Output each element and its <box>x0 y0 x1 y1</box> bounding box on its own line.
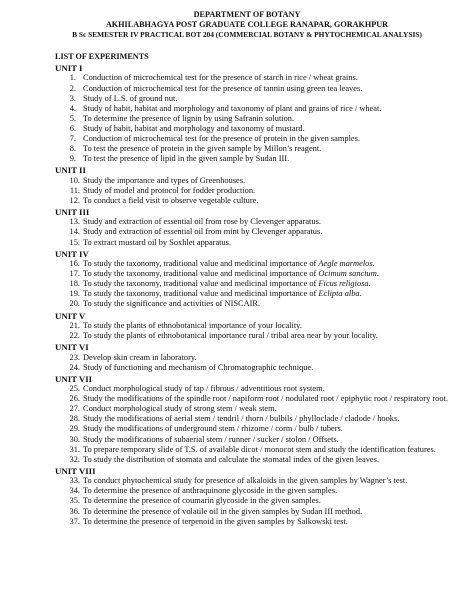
experiment-item <box>55 404 454 414</box>
course-title: B Sc SEMESTER IV PRACTICAL BOT 204 (COMMERCIAL BOTANY & PHYTOCHEMICAL ANALYSIS) <box>72 30 422 39</box>
document-header <box>35 10 459 40</box>
experiment-description: To determine the presence of coumarin glycoside in the given samples. <box>83 496 321 506</box>
experiment-number: 3. <box>69 93 76 103</box>
experiment-item <box>55 394 454 404</box>
experiment-text <box>83 269 454 279</box>
experiment-number: 2. <box>69 83 76 93</box>
experiment-item <box>55 269 454 279</box>
unit-heading: UNIT II <box>55 165 86 176</box>
experiment-number: 16. <box>69 259 80 269</box>
experiment-description: To conduct phytochemical study for presence of alkaloids in the given samples by Wagner’s test. <box>83 476 408 486</box>
experiment-description: To study the taxonomy, traditional value and medicinal importance of <box>83 269 319 279</box>
experiment-text <box>83 227 454 237</box>
experiment-description: Conduction of microchemical test for the presence of protein in the given samples. <box>83 133 360 143</box>
experiment-description: Study the modifications of subaerial stem / runner / sucker / stolon / Offsets. <box>83 434 339 444</box>
experiment-description: Conduction of microchemical test for the presence of starch in rice / wheat grains. <box>83 73 358 83</box>
experiment-text <box>83 507 454 517</box>
experiment-item <box>55 84 454 94</box>
experiment-text <box>83 331 454 341</box>
experiment-description: To study the distribution of stomata and calculate the stomatal index of the given leaves. <box>83 454 379 464</box>
experiment-text <box>83 186 454 196</box>
experiment-item <box>55 424 454 434</box>
experiment-item <box>55 144 454 154</box>
experiment-number: 25. <box>69 384 80 394</box>
experiment-number: 33. <box>69 476 80 486</box>
experiment-description: Study of habit, habitat and morphology and taxonomy of mustard. <box>83 123 305 133</box>
experiment-number: 21. <box>69 320 80 330</box>
experiment-item <box>55 331 454 341</box>
experiment-text <box>83 84 454 94</box>
experiment-item <box>55 176 454 186</box>
experiment-description: Conduct morphological study of tap / fibrous / adventitious root system. <box>83 384 325 394</box>
experiment-item <box>55 124 454 134</box>
experiment-item <box>55 414 454 424</box>
experiment-description: To study the taxonomy, traditional value and medicinal importance of <box>83 279 319 289</box>
experiment-item <box>55 321 454 331</box>
experiment-item <box>55 196 454 206</box>
experiment-text <box>83 496 454 506</box>
experiment-item <box>55 154 454 164</box>
college-name: AKHILABHAGYA POST GRADUATE COLLEGE RANAPAR, GORAKHPUR <box>105 20 389 29</box>
experiment-text <box>83 517 454 527</box>
experiment-item <box>55 445 454 455</box>
experiment-description: Study of model and protocol for fodder production. <box>83 185 256 195</box>
experiment-number: 37. <box>69 516 80 526</box>
experiment-text <box>83 238 454 248</box>
species-name: Aegle marmelos <box>318 259 373 269</box>
experiment-number: 34. <box>69 486 80 496</box>
experiment-number: 27. <box>69 404 80 414</box>
experiment-item <box>55 353 454 363</box>
experiment-text <box>83 384 454 394</box>
experiment-description: Study the modifications of aerial stem / tendril / thorn / bulbils / phylloclade / cladode / hooks. <box>83 414 400 424</box>
experiment-description: To determine the presence of terpenoid in the given samples by Salkowski test. <box>83 516 348 526</box>
experiment-number: 5. <box>69 113 76 123</box>
experiment-text <box>83 176 454 186</box>
experiment-number: 29. <box>69 424 80 434</box>
unit-heading: UNIT IV <box>55 248 89 259</box>
experiment-number: 26. <box>69 394 80 404</box>
experiment-text <box>83 363 454 373</box>
experiment-number: 4. <box>69 103 76 113</box>
experiment-item <box>55 289 454 299</box>
experiment-description: Study of L.S. of ground nut. <box>83 93 178 103</box>
experiment-text <box>83 435 454 445</box>
experiment-description: To determine the presence of anthraquinone glycoside in the given samples. <box>83 486 338 496</box>
experiment-text <box>83 353 454 363</box>
experiment-description: To determine the presence of lignin by using Safranin solution. <box>83 113 295 123</box>
experiment-number: 23. <box>69 352 80 362</box>
experiment-number: 35. <box>69 496 80 506</box>
experiment-number: 10. <box>69 175 80 185</box>
experiment-item <box>55 496 454 506</box>
experiment-item <box>55 517 454 527</box>
unit-heading: UNIT III <box>55 206 90 217</box>
unit-heading: UNIT V <box>55 310 86 321</box>
experiment-list <box>55 63 454 527</box>
experiment-description: To study the taxonomy, traditional value and medicinal importance of <box>83 289 319 299</box>
experiment-text <box>83 424 454 434</box>
experiment-number: 14. <box>69 227 80 237</box>
experiment-number: 31. <box>69 444 80 454</box>
experiment-number: 20. <box>69 299 80 309</box>
experiment-text <box>83 73 454 83</box>
experiment-text <box>83 259 454 269</box>
experiment-number: 19. <box>69 289 80 299</box>
unit-heading: UNIT VII <box>55 373 93 384</box>
experiment-text <box>83 217 454 227</box>
experiment-item <box>55 186 454 196</box>
experiment-item <box>55 279 454 289</box>
experiment-description: Study the modifications of underground stem / rhizome / corm / bulb / tubers. <box>83 424 343 434</box>
experiment-item <box>55 299 454 309</box>
experiment-number: 15. <box>69 237 80 247</box>
experiment-number: 24. <box>69 362 80 372</box>
experiment-number: 7. <box>69 133 76 143</box>
experiment-description: To conduct a field visit to observe vegetable culture. <box>83 195 259 205</box>
sentence-end: . <box>359 289 362 299</box>
experiment-text <box>83 124 454 134</box>
experiment-text <box>83 94 454 104</box>
experiment-description: Conduction of microchemical test for the presence of tannin using green tea leaves. <box>83 83 363 93</box>
experiment-text <box>83 154 454 164</box>
experiment-item <box>55 486 454 496</box>
experiment-item <box>55 384 454 394</box>
experiment-number: 9. <box>69 154 76 164</box>
experiment-item <box>55 114 454 124</box>
experiment-description: Study of functioning and mechanism of Chromatographic technique. <box>83 362 314 372</box>
experiment-number: 13. <box>69 217 80 227</box>
experiment-text <box>83 114 454 124</box>
experiment-number: 1. <box>69 73 76 83</box>
experiment-description: Study the modifications of the spindle root / napiform root / nodulated root / epiphytic root / respiratory root. <box>83 394 448 404</box>
experiment-number: 28. <box>69 414 80 424</box>
experiment-text <box>83 394 454 404</box>
experiment-text <box>83 455 454 465</box>
experiment-number: 18. <box>69 279 80 289</box>
experiment-description: Study of habit, habitat and morphology and taxonomy of plant and grains of rice / wheat. <box>83 103 382 113</box>
experiment-description: Develop skin cream in laboratory. <box>83 352 197 362</box>
experiment-description: To extract mustard oil by Soxhlet apparatus. <box>83 237 232 247</box>
experiment-text <box>83 414 454 424</box>
experiment-text <box>83 299 454 309</box>
experiment-item <box>55 217 454 227</box>
experiment-description: To study the taxonomy, traditional value and medicinal importance of <box>83 259 319 269</box>
experiment-item <box>55 104 454 114</box>
experiment-item <box>55 134 454 144</box>
experiment-number: 30. <box>69 434 80 444</box>
experiment-item <box>55 259 454 269</box>
experiment-description: To study the significance and activities of NISCAIR. <box>83 299 261 309</box>
species-name: Eclipta alba <box>318 289 360 299</box>
experiment-text <box>83 289 454 299</box>
experiment-text <box>83 445 454 455</box>
experiment-text <box>83 486 454 496</box>
sentence-end: . <box>376 269 379 279</box>
sentence-end: . <box>368 279 371 289</box>
experiment-number: 17. <box>69 269 80 279</box>
experiment-item <box>55 363 454 373</box>
unit-heading: UNIT VI <box>55 342 89 353</box>
experiment-text <box>83 144 454 154</box>
experiment-item <box>55 476 454 486</box>
experiment-number: 6. <box>69 123 76 133</box>
experiment-text <box>83 134 454 144</box>
sentence-end: . <box>372 259 375 269</box>
experiment-text <box>83 476 454 486</box>
unit-heading: UNIT VIII <box>55 465 96 476</box>
experiment-item <box>55 73 454 83</box>
experiment-item <box>55 455 454 465</box>
department-title: DEPARTMENT OF BOTANY <box>193 10 301 19</box>
experiment-description: To study the plants of ethnobotanical importance rural / tribal area near by your locality. <box>83 331 378 340</box>
experiment-description: To determine the presence of volatile oil in the given samples by Sudan III method. <box>83 506 363 516</box>
species-name: Ficus religiosa <box>318 279 369 289</box>
experiment-text <box>83 404 454 414</box>
experiment-description: Conduct morphological study of strong stem / weak stem. <box>83 404 277 414</box>
experiment-text <box>83 104 454 114</box>
experiment-description: To test the presence of protein in the given sample by Millon’s reagent. <box>83 144 322 154</box>
experiment-item <box>55 238 454 248</box>
experiment-description: Study and extraction of essential oil from rose by Clevenger apparatus. <box>83 217 321 227</box>
experiment-item <box>55 227 454 237</box>
experiment-number: 8. <box>69 144 76 154</box>
experiment-item <box>55 94 454 104</box>
experiment-number: 12. <box>69 195 80 205</box>
experiment-description: Study the importance and types of Greenhouses. <box>83 175 246 185</box>
experiment-description: To prepare temporary slide of T.S. of available dicot / monocot stem and study the identification features. <box>83 444 436 454</box>
list-title: LIST OF EXPERIMENTS <box>55 52 149 61</box>
unit-heading: UNIT I <box>55 63 83 73</box>
experiment-text <box>83 321 454 331</box>
experiment-description: To test the presence of lipid in the given sample by Sudan III. <box>83 154 290 164</box>
experiment-number: 22. <box>69 331 80 340</box>
experiment-description: To study the plants of ethnobotanical importance of your locality. <box>83 320 302 330</box>
species-name: Ocimum sanctum <box>318 269 377 279</box>
experiment-item <box>55 435 454 445</box>
experiment-text <box>83 279 454 289</box>
experiment-number: 36. <box>69 506 80 516</box>
experiment-description: Study and extraction of essential oil from mint by Clevenger apparatus. <box>83 227 323 237</box>
experiment-number: 11. <box>69 185 80 195</box>
experiment-text <box>83 196 454 206</box>
experiment-item <box>55 507 454 517</box>
experiment-number: 32. <box>69 454 80 464</box>
